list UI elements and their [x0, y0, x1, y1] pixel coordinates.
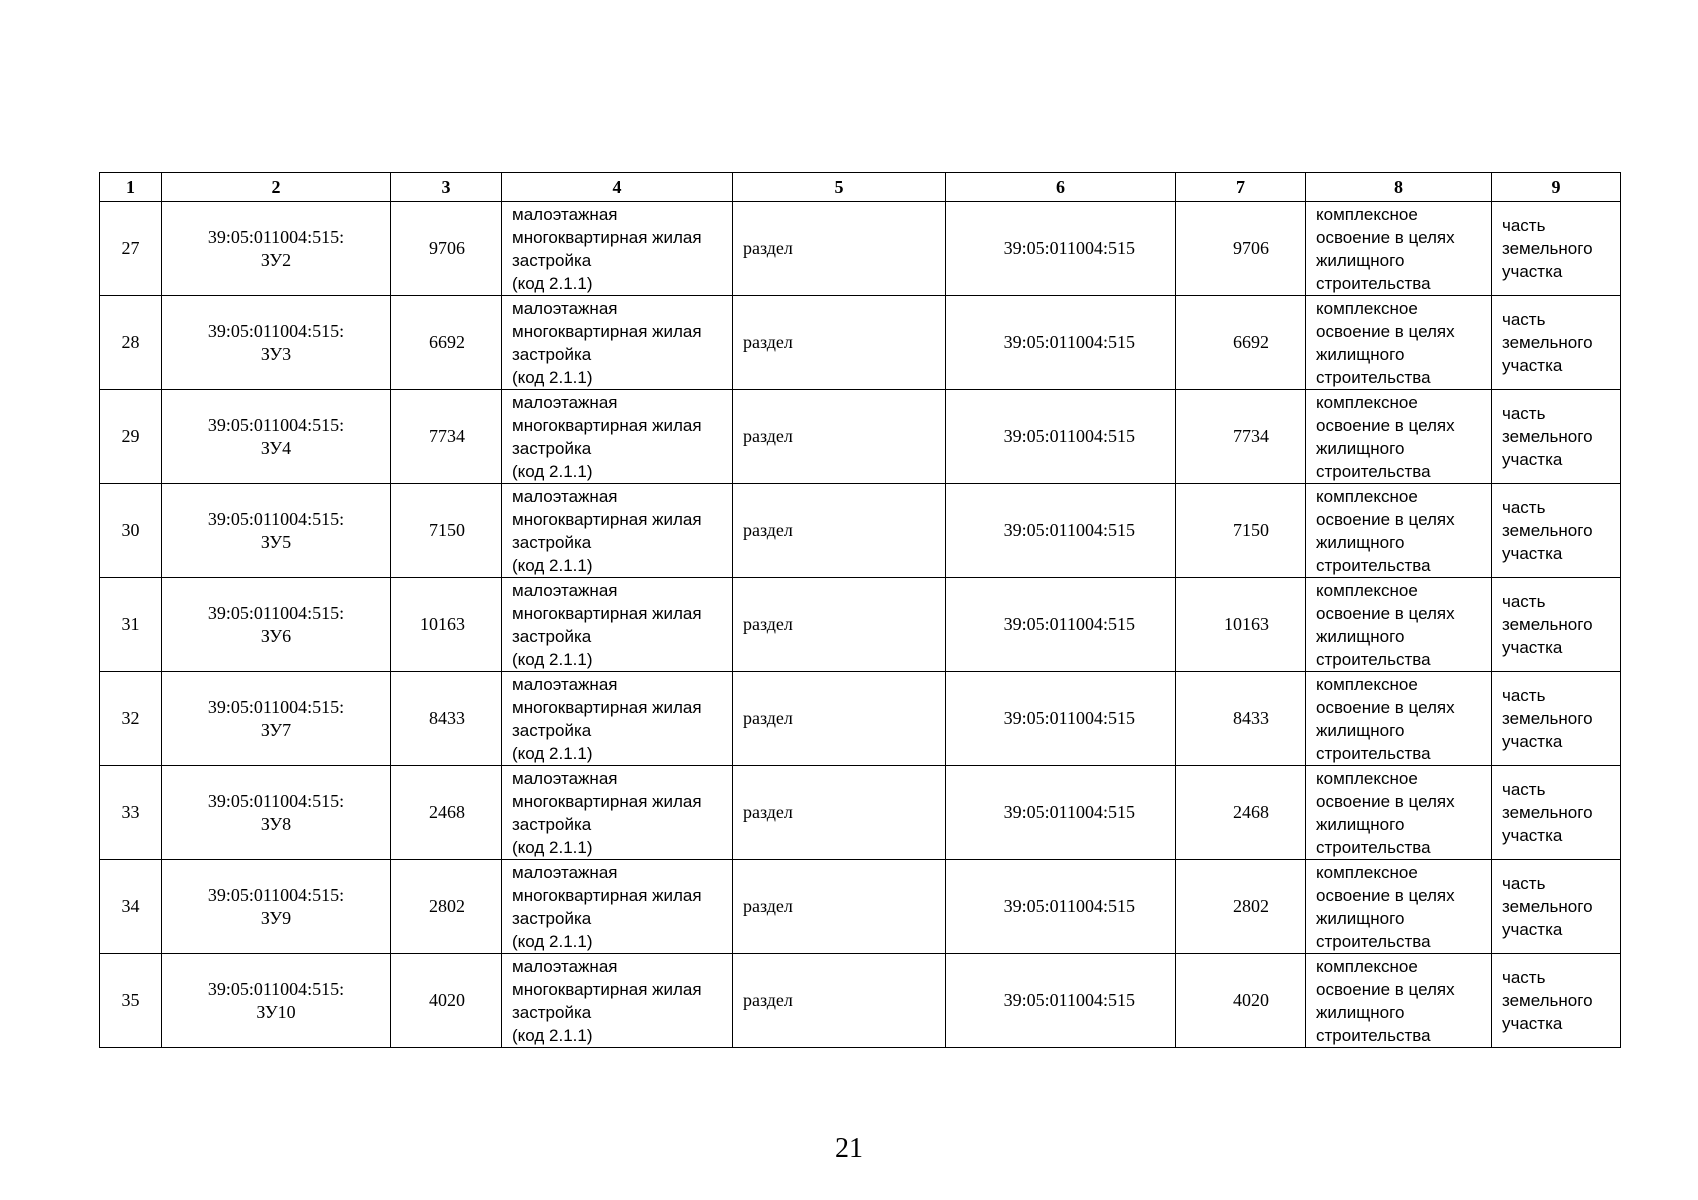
source-cadastral-number-text: 39:05:011004:515	[1003, 708, 1135, 728]
permitted-use-text: малоэтажная многоквартирная жилая застройка (код 2.1.1)	[512, 298, 702, 387]
table-row	[100, 766, 1621, 860]
cell-cadastral-plot-id	[162, 202, 391, 296]
source-area-text: 4020	[1233, 990, 1269, 1010]
header-col-6: 6	[946, 173, 1176, 202]
cell-source-area	[1176, 296, 1306, 390]
header-col-7: 7	[1176, 173, 1306, 202]
cell-area	[391, 390, 502, 484]
cell-row-number	[100, 484, 162, 578]
table-row	[100, 484, 1621, 578]
cell-source-area	[1176, 954, 1306, 1048]
formation-method-text: раздел	[743, 426, 793, 446]
cell-purpose	[1306, 484, 1492, 578]
cell-purpose	[1306, 296, 1492, 390]
purpose-text: комплексное освоение в целях жилищного строительства	[1316, 486, 1455, 575]
purpose-text: комплексное освоение в целях жилищного строительства	[1316, 862, 1455, 951]
cell-plot-type	[1492, 390, 1621, 484]
table-header	[100, 173, 1621, 202]
cell-formation-method	[733, 766, 946, 860]
cell-cadastral-plot-id	[162, 484, 391, 578]
source-area-text: 10163	[1224, 614, 1269, 634]
permitted-use-text: малоэтажная многоквартирная жилая застройка (код 2.1.1)	[512, 204, 702, 293]
source-area-text: 7734	[1233, 426, 1269, 446]
cell-source-area	[1176, 766, 1306, 860]
cell-row-number	[100, 578, 162, 672]
cell-purpose	[1306, 954, 1492, 1048]
formation-method-text: раздел	[743, 990, 793, 1010]
purpose-text: комплексное освоение в целях жилищного строительства	[1316, 298, 1455, 387]
purpose-text: комплексное освоение в целях жилищного строительства	[1316, 580, 1455, 669]
cell-formation-method	[733, 296, 946, 390]
cell-source-cadastral-number	[946, 202, 1176, 296]
cell-row-number	[100, 954, 162, 1048]
header-col-8: 8	[1306, 173, 1492, 202]
source-area-text: 2468	[1233, 802, 1269, 822]
cell-source-cadastral-number	[946, 954, 1176, 1048]
cell-area	[391, 578, 502, 672]
purpose-text: комплексное освоение в целях жилищного строительства	[1316, 392, 1455, 481]
source-area-text: 6692	[1233, 332, 1269, 352]
cell-plot-type	[1492, 202, 1621, 296]
cadastral-plot-id-text: 39:05:011004:515: ЗУ9	[207, 884, 345, 928]
cell-formation-method	[733, 672, 946, 766]
table-row	[100, 672, 1621, 766]
row-number-text: 27	[121, 238, 140, 258]
cell-source-area	[1176, 578, 1306, 672]
table-row	[100, 954, 1621, 1048]
cell-row-number	[100, 202, 162, 296]
header-col-1: 1	[100, 173, 162, 202]
cell-source-area	[1176, 202, 1306, 296]
row-number-text: 30	[121, 520, 140, 540]
cadastral-plot-id-text: 39:05:011004:515: ЗУ2	[207, 226, 345, 270]
cell-permitted-use	[502, 484, 733, 578]
row-number-text: 33	[121, 802, 140, 822]
plot-type-text: часть земельного участка	[1502, 874, 1593, 939]
cell-source-cadastral-number	[946, 860, 1176, 954]
cell-plot-type	[1492, 954, 1621, 1048]
cell-row-number	[100, 296, 162, 390]
cell-purpose	[1306, 578, 1492, 672]
cell-purpose	[1306, 202, 1492, 296]
cell-permitted-use	[502, 860, 733, 954]
page-number: 21	[835, 1133, 863, 1164]
cell-source-cadastral-number	[946, 484, 1176, 578]
cell-formation-method	[733, 484, 946, 578]
permitted-use-text: малоэтажная многоквартирная жилая застройка (код 2.1.1)	[512, 768, 702, 857]
cell-cadastral-plot-id	[162, 390, 391, 484]
cell-formation-method	[733, 860, 946, 954]
cell-purpose	[1306, 766, 1492, 860]
cell-cadastral-plot-id	[162, 954, 391, 1048]
permitted-use-text: малоэтажная многоквартирная жилая застройка (код 2.1.1)	[512, 862, 702, 951]
area-text: 2802	[429, 896, 465, 916]
purpose-text: комплексное освоение в целях жилищного строительства	[1316, 204, 1455, 293]
formation-method-text: раздел	[743, 238, 793, 258]
area-text: 7734	[429, 426, 465, 446]
cell-source-cadastral-number	[946, 578, 1176, 672]
cell-plot-type	[1492, 766, 1621, 860]
cell-source-cadastral-number	[946, 390, 1176, 484]
cell-permitted-use	[502, 296, 733, 390]
cell-area	[391, 766, 502, 860]
source-cadastral-number-text: 39:05:011004:515	[1003, 520, 1135, 540]
table-row	[100, 390, 1621, 484]
cadastral-plot-id-text: 39:05:011004:515: ЗУ6	[207, 602, 345, 646]
cell-source-cadastral-number	[946, 296, 1176, 390]
formation-method-text: раздел	[743, 332, 793, 352]
row-number-text: 35	[121, 990, 140, 1010]
formation-method-text: раздел	[743, 520, 793, 540]
cell-permitted-use	[502, 578, 733, 672]
purpose-text: комплексное освоение в целях жилищного строительства	[1316, 768, 1455, 857]
cell-plot-type	[1492, 860, 1621, 954]
header-col-3: 3	[391, 173, 502, 202]
plot-type-text: часть земельного участка	[1502, 592, 1593, 657]
permitted-use-text: малоэтажная многоквартирная жилая застройка (код 2.1.1)	[512, 486, 702, 575]
purpose-text: комплексное освоение в целях жилищного строительства	[1316, 674, 1455, 763]
permitted-use-text: малоэтажная многоквартирная жилая застройка (код 2.1.1)	[512, 580, 702, 669]
cell-cadastral-plot-id	[162, 860, 391, 954]
cell-permitted-use	[502, 672, 733, 766]
cell-source-area	[1176, 860, 1306, 954]
cadastral-plot-id-text: 39:05:011004:515: ЗУ5	[207, 508, 345, 552]
cell-cadastral-plot-id	[162, 672, 391, 766]
cell-formation-method	[733, 578, 946, 672]
permitted-use-text: малоэтажная многоквартирная жилая застройка (код 2.1.1)	[512, 674, 702, 763]
cell-plot-type	[1492, 578, 1621, 672]
cell-area	[391, 954, 502, 1048]
cell-permitted-use	[502, 202, 733, 296]
cell-cadastral-plot-id	[162, 578, 391, 672]
plot-type-text: часть земельного участка	[1502, 498, 1593, 563]
area-text: 4020	[429, 990, 465, 1010]
cell-cadastral-plot-id	[162, 766, 391, 860]
row-number-text: 32	[121, 708, 140, 728]
cell-formation-method	[733, 954, 946, 1048]
cell-row-number	[100, 390, 162, 484]
area-text: 8433	[429, 708, 465, 728]
cell-permitted-use	[502, 390, 733, 484]
land-plots-table	[99, 172, 1621, 1048]
area-text: 6692	[429, 332, 465, 352]
cell-permitted-use	[502, 954, 733, 1048]
cell-formation-method	[733, 390, 946, 484]
header-col-5: 5	[733, 173, 946, 202]
table-row	[100, 202, 1621, 296]
cadastral-plot-id-text: 39:05:011004:515: ЗУ10	[207, 978, 345, 1022]
cadastral-plot-id-text: 39:05:011004:515: ЗУ7	[207, 696, 345, 740]
source-area-text: 2802	[1233, 896, 1269, 916]
plot-type-text: часть земельного участка	[1502, 404, 1593, 469]
plot-type-text: часть земельного участка	[1502, 780, 1593, 845]
source-cadastral-number-text: 39:05:011004:515	[1003, 426, 1135, 446]
cadastral-plot-id-text: 39:05:011004:515: ЗУ4	[207, 414, 345, 458]
source-cadastral-number-text: 39:05:011004:515	[1003, 896, 1135, 916]
source-cadastral-number-text: 39:05:011004:515	[1003, 802, 1135, 822]
cell-row-number	[100, 766, 162, 860]
permitted-use-text: малоэтажная многоквартирная жилая застройка (код 2.1.1)	[512, 956, 702, 1045]
source-cadastral-number-text: 39:05:011004:515	[1003, 238, 1135, 258]
cadastral-plot-id-text: 39:05:011004:515: ЗУ8	[207, 790, 345, 834]
cell-area	[391, 296, 502, 390]
source-cadastral-number-text: 39:05:011004:515	[1003, 990, 1135, 1010]
cell-source-area	[1176, 390, 1306, 484]
cell-formation-method	[733, 202, 946, 296]
table-body	[100, 202, 1621, 1048]
plot-type-text: часть земельного участка	[1502, 310, 1593, 375]
cell-plot-type	[1492, 296, 1621, 390]
table-row	[100, 578, 1621, 672]
permitted-use-text: малоэтажная многоквартирная жилая застройка (код 2.1.1)	[512, 392, 702, 481]
header-col-4: 4	[502, 173, 733, 202]
purpose-text: комплексное освоение в целях жилищного строительства	[1316, 956, 1455, 1045]
cell-permitted-use	[502, 766, 733, 860]
table-row	[100, 860, 1621, 954]
table-row	[100, 296, 1621, 390]
plot-type-text: часть земельного участка	[1502, 968, 1593, 1033]
area-text: 2468	[429, 802, 465, 822]
formation-method-text: раздел	[743, 708, 793, 728]
source-cadastral-number-text: 39:05:011004:515	[1003, 332, 1135, 352]
row-number-text: 29	[121, 426, 140, 446]
cell-purpose	[1306, 390, 1492, 484]
cell-source-cadastral-number	[946, 672, 1176, 766]
header-col-2: 2	[162, 173, 391, 202]
cell-plot-type	[1492, 484, 1621, 578]
area-text: 10163	[420, 614, 465, 634]
cadastral-plot-id-text: 39:05:011004:515: ЗУ3	[207, 320, 345, 364]
cell-area	[391, 202, 502, 296]
row-number-text: 31	[121, 614, 140, 634]
source-cadastral-number-text: 39:05:011004:515	[1003, 614, 1135, 634]
cell-area	[391, 484, 502, 578]
source-area-text: 8433	[1233, 708, 1269, 728]
cell-source-cadastral-number	[946, 766, 1176, 860]
cell-area	[391, 860, 502, 954]
formation-method-text: раздел	[743, 802, 793, 822]
area-text: 9706	[429, 238, 465, 258]
source-area-text: 7150	[1233, 520, 1269, 540]
header-col-9: 9	[1492, 173, 1621, 202]
header-row	[100, 173, 1621, 202]
formation-method-text: раздел	[743, 896, 793, 916]
source-area-text: 9706	[1233, 238, 1269, 258]
cell-purpose	[1306, 860, 1492, 954]
cell-purpose	[1306, 672, 1492, 766]
row-number-text: 34	[121, 896, 140, 916]
plot-type-text: часть земельного участка	[1502, 686, 1593, 751]
formation-method-text: раздел	[743, 614, 793, 634]
plot-type-text: часть земельного участка	[1502, 216, 1593, 281]
cell-plot-type	[1492, 672, 1621, 766]
cell-source-area	[1176, 484, 1306, 578]
cell-source-area	[1176, 672, 1306, 766]
row-number-text: 28	[121, 332, 140, 352]
area-text: 7150	[429, 520, 465, 540]
cell-area	[391, 672, 502, 766]
cell-cadastral-plot-id	[162, 296, 391, 390]
cell-row-number	[100, 860, 162, 954]
cell-row-number	[100, 672, 162, 766]
